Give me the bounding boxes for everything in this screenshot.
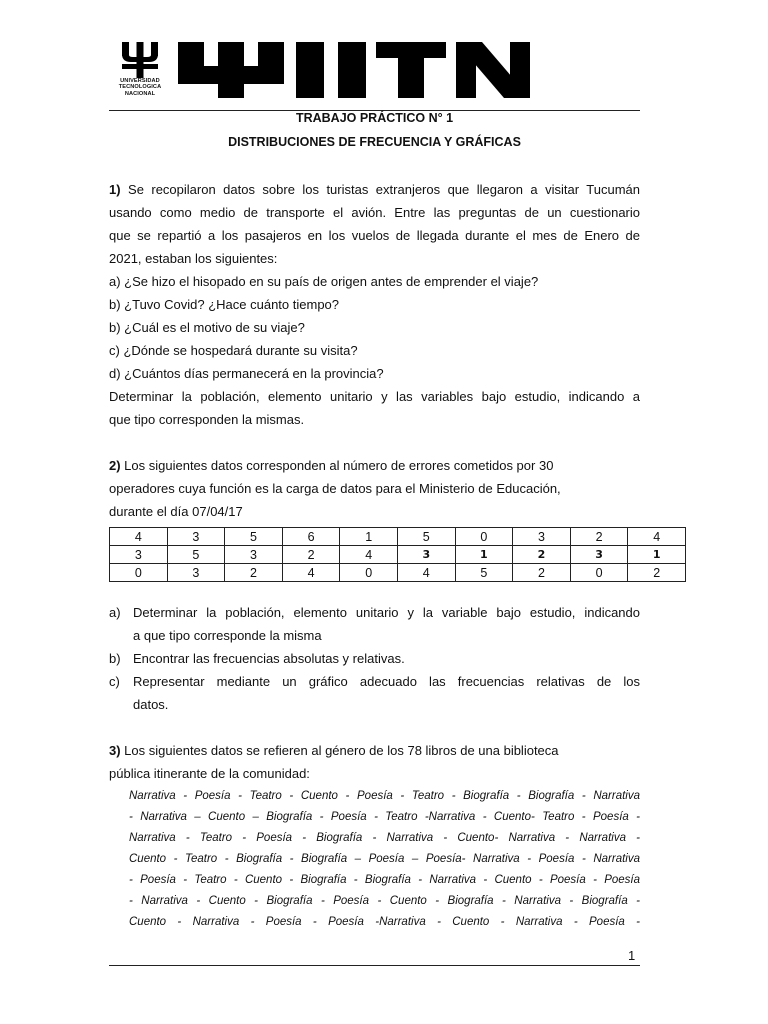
- genres-list: Narrativa - Poesía - Teatro - Cuento - Poesía - Teatro - Biografía - Biografía - Narrativa - Narrativa – Cuento – Biografía - Poesía - Teatro -Narrativa - Cuento- Teatro - Poesía - Narrativa - Teatro - Poesía - Biografía - Narrativa - Cuento- Narrativa - Narrativa - Cuento - Teatro - Biografía - Biografía – Poesía – Poesía- Narrativa - Poesía - Narrativa - Poesía - Teatro - Cuento - Biografía - Biografía - Narrativa - Cuento - Poesía - Poesía - Narrativa - Cuento - Biografía - Poesía - Cuento - Biografía - Narrativa - Biografía - Cuento - Narrativa - Poesía - Poesía -Narrativa - Cuento - Narrativa - Poesía -: [129, 790, 640, 928]
- question-number: 2): [109, 458, 121, 473]
- list-item: a) Determinar la población, elemento unitario y la variable bajo estudio, indicando a que tipo corresponde la misma: [109, 605, 640, 643]
- page-number: 1: [628, 948, 636, 963]
- utn-wordmark: [178, 42, 530, 98]
- table-row: 3 5 3 2 4 3 1 2 3 1: [110, 546, 686, 564]
- question-3: 3) Los siguientes datos se refieren al género de los 78 libros de una biblioteca pública itinerante de la comunidad:: [109, 743, 559, 781]
- question-number: 3): [109, 743, 121, 758]
- utn-emblem-icon: [118, 42, 162, 78]
- question-1: 1) Se recopilaron datos sobre los turistas extranjeros que llegaron a visitar Tucumán usando como medio de transporte el avión. Entre las preguntas de un cuestionario que se repartió a los pasajeros en los vuelos de llegada durante el mes de Enero de 2021, estaban los siguientes: a) ¿Se hizo el hisopado en su país de origen antes de emprender el viaje? b) ¿Tuvo Covid? ¿Hace cuánto tiempo? b) ¿Cuál es el motivo de su viaje? c) ¿Dónde se hospedará durante su visita? d) ¿Cuántos días permanecerá en la provincia? Determinar la población, elemento unitario y las variables bajo estudio, indicando a que tipo corresponden la mismas.: [109, 182, 640, 427]
- page-title: TRABAJO PRÁCTICO N° 1: [295, 111, 454, 125]
- page-subtitle: DISTRIBUCIONES DE FRECUENCIA Y GRÁFICAS: [228, 135, 521, 149]
- table-row: 4 3 5 6 1 5 0 3 2 4: [110, 528, 686, 546]
- footer-rule: [109, 965, 640, 966]
- table-row: 0 3 2 4 0 4 5 2 0 2: [110, 564, 686, 582]
- question-number: 1): [109, 182, 121, 197]
- list-item: c) Representar mediante un gráfico adecuado las frecuencias relativas de los datos.: [109, 674, 640, 712]
- list-item: b) Encontrar las frecuencias absolutas y relativas.: [109, 651, 405, 666]
- question-2: 2) Los siguientes datos corresponden al número de errores cometidos por 30 operadores cuya función es la carga de datos para el Ministerio de Educación, durante el día 07/04/17: [109, 458, 561, 519]
- logo-caption: UNIVERSIDAD TECNOLOGICA NACIONAL: [118, 78, 162, 97]
- question-2-items: [109, 601, 640, 716]
- errors-data-table: [109, 527, 686, 582]
